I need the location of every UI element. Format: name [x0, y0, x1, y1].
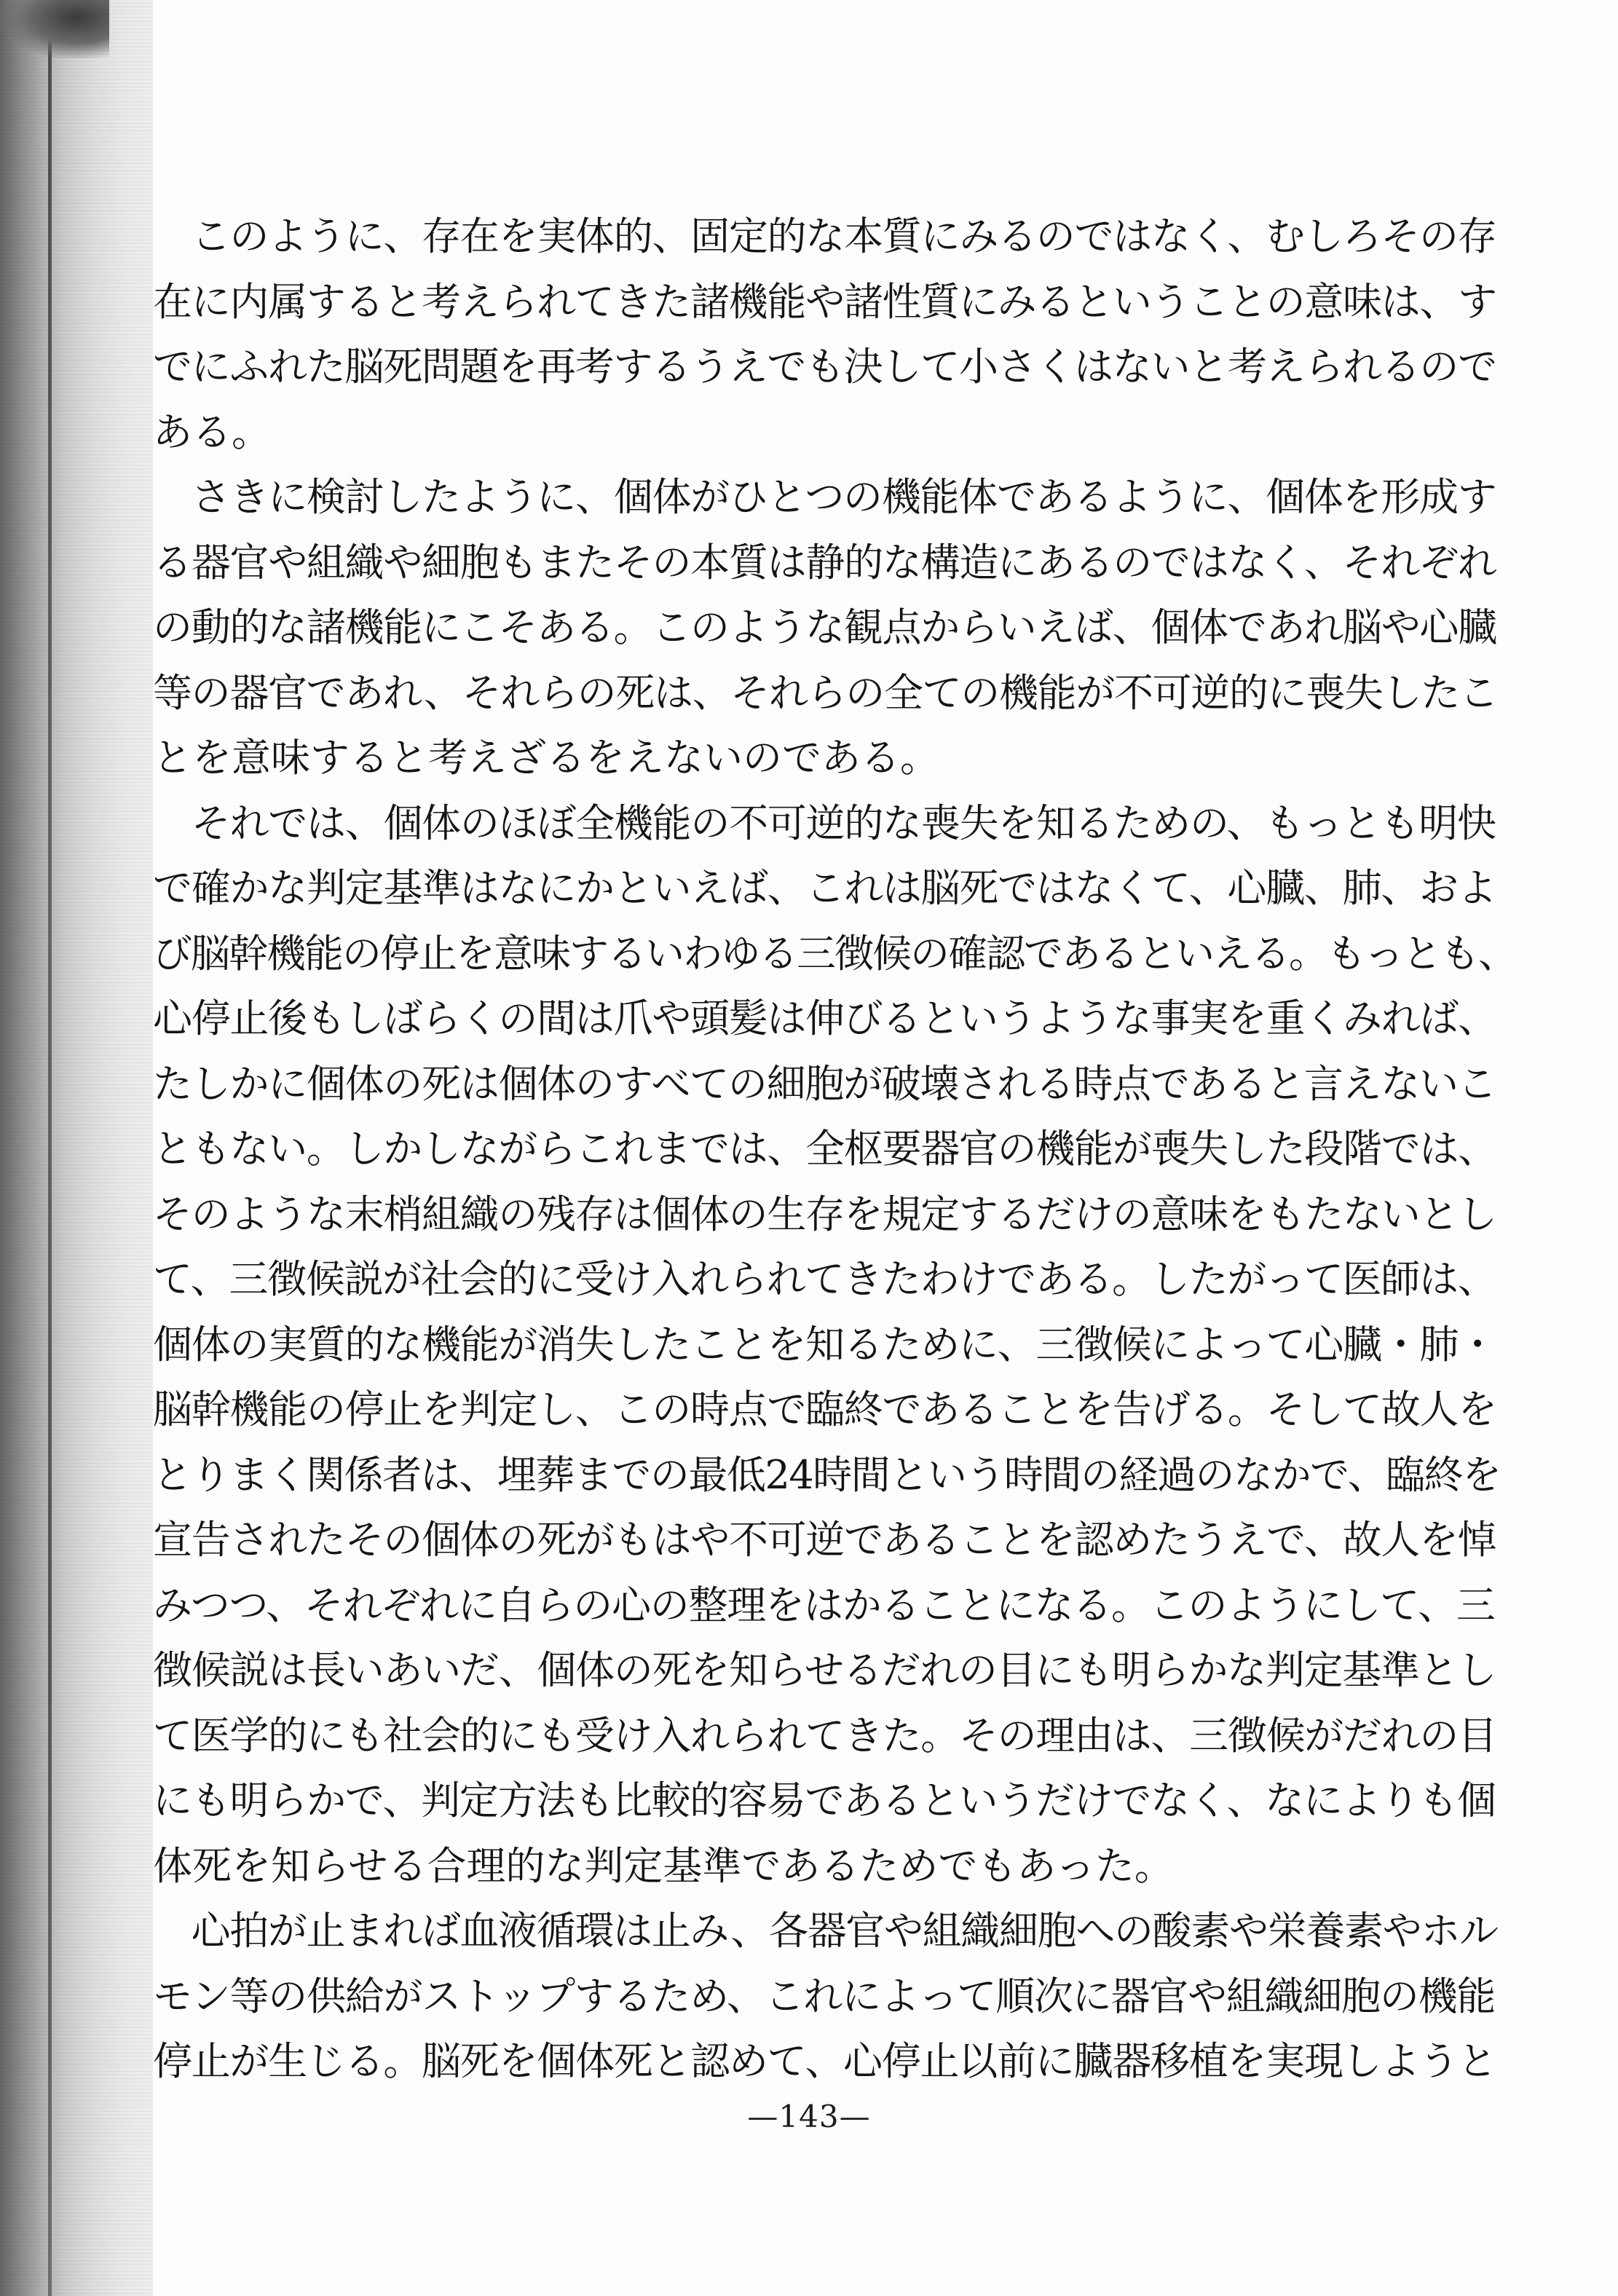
text-line: 徴候説は長いあいだ、個体の死を知らせるだれの目にも明らかな判定基準とし	[153, 1647, 1496, 1693]
text-line: にも明らかで、判定方法も比較的容易であるというだけでなく、なによりも個	[153, 1778, 1496, 1823]
text-line: の動的な諸機能にこそある。このような観点からいえば、個体であれ脳や心臓	[153, 604, 1496, 650]
text-line: とりまく関係者は、埋葬までの最低24時間という時間の経過のなかで、臨終を	[153, 1451, 1501, 1498]
text-line: このように、存在を実体的、固定的な本質にみるのではなく、むしろその存	[153, 213, 1496, 259]
text-line: たしかに個体の死は個体のすべての細胞が破壊される時点であると言えないこ	[153, 1060, 1496, 1107]
body-text	[153, 204, 1516, 2094]
paragraph-3	[153, 791, 1516, 1899]
text-line: 停止が生じる。脳死を個体死と認めて、心停止以前に臓器移植を実現しようと	[153, 2038, 1496, 2084]
text-line: る器官や組織や細胞もまたその本質は静的な構造にあるのではなく、それぞれ	[153, 539, 1496, 585]
binding-shadow	[0, 0, 153, 2296]
text-line: 脳幹機能の停止を判定し、この時点で臨終であることを告げる。そして故人を	[153, 1386, 1496, 1432]
text-line: 宣告されたその個体の死がもはや不可逆であることを認めたうえで、故人を悼	[153, 1517, 1496, 1563]
corner-shadow	[0, 0, 109, 58]
text-line: モン等の供給がストップするため、これによって順次に器官や組織細胞の機能	[153, 1973, 1496, 2019]
text-line: それでは、個体のほぼ全機能の不可逆的な喪失を知るための、もっとも明快	[153, 800, 1496, 846]
text-line: び脳幹機能の停止を意味するいわゆる三徴候の確認であるといえる。もっとも、	[153, 930, 1516, 977]
page-number: —143—	[747, 2099, 871, 2134]
paragraph-2	[153, 465, 1498, 791]
text-line: さきに検討したように、個体がひとつの機能体であるように、個体を形成す	[153, 474, 1496, 520]
text-line: 個体の実質的な機能が消失したことを知るために、三徴候によって心臓・肺・	[153, 1321, 1496, 1368]
text-line: みつつ、それぞれに自らの心の整理をはかることになる。このようにして、三	[153, 1582, 1495, 1628]
text-line: ともない。しかしながらこれまでは、全枢要器官の機能が喪失した段階では、	[153, 1126, 1496, 1172]
text-line: 心停止後もしばらくの間は爪や頭髪は伸びるというような事実を重くみれば、	[153, 995, 1496, 1041]
text-line: とを意味すると考えざるをえないのである。	[153, 735, 939, 781]
text-line: 等の器官であれ、それらの死は、それらの全ての機能が不可逆的に喪失したこ	[153, 669, 1498, 716]
paragraph-4	[153, 1898, 1498, 2094]
text-line: ある。	[153, 409, 271, 455]
text-line: 体死を知らせる合理的な判定基準であるためでもあった。	[153, 1842, 1174, 1889]
binding-edge	[48, 29, 52, 2296]
text-line: そのような末梢組織の残存は個体の生存を規定するだけの意味をもたないとし	[153, 1191, 1496, 1237]
text-line: 在に内属すると考えられてきた諸機能や諸性質にみるということの意味は、す	[153, 278, 1496, 325]
text-line: 心拍が止まれば血液循環は止み、各器官や組織細胞への酸素や栄養素やホル	[153, 1908, 1498, 1954]
text-line: で確かな判定基準はなにかといえば、これは脳死ではなくて、心臓、肺、およ	[153, 865, 1496, 911]
text-line: て医学的にも社会的にも受け入れられてきた。その理由は、三徴候がだれの目	[153, 1712, 1496, 1759]
text-line: でにふれた脳死問題を再考するうえでも決して小さくはないと考えられるので	[153, 344, 1496, 390]
paragraph-1	[153, 204, 1496, 465]
text-line: て、三徴候説が社会的に受け入れられてきたわけである。したがって医師は、	[153, 1256, 1496, 1302]
